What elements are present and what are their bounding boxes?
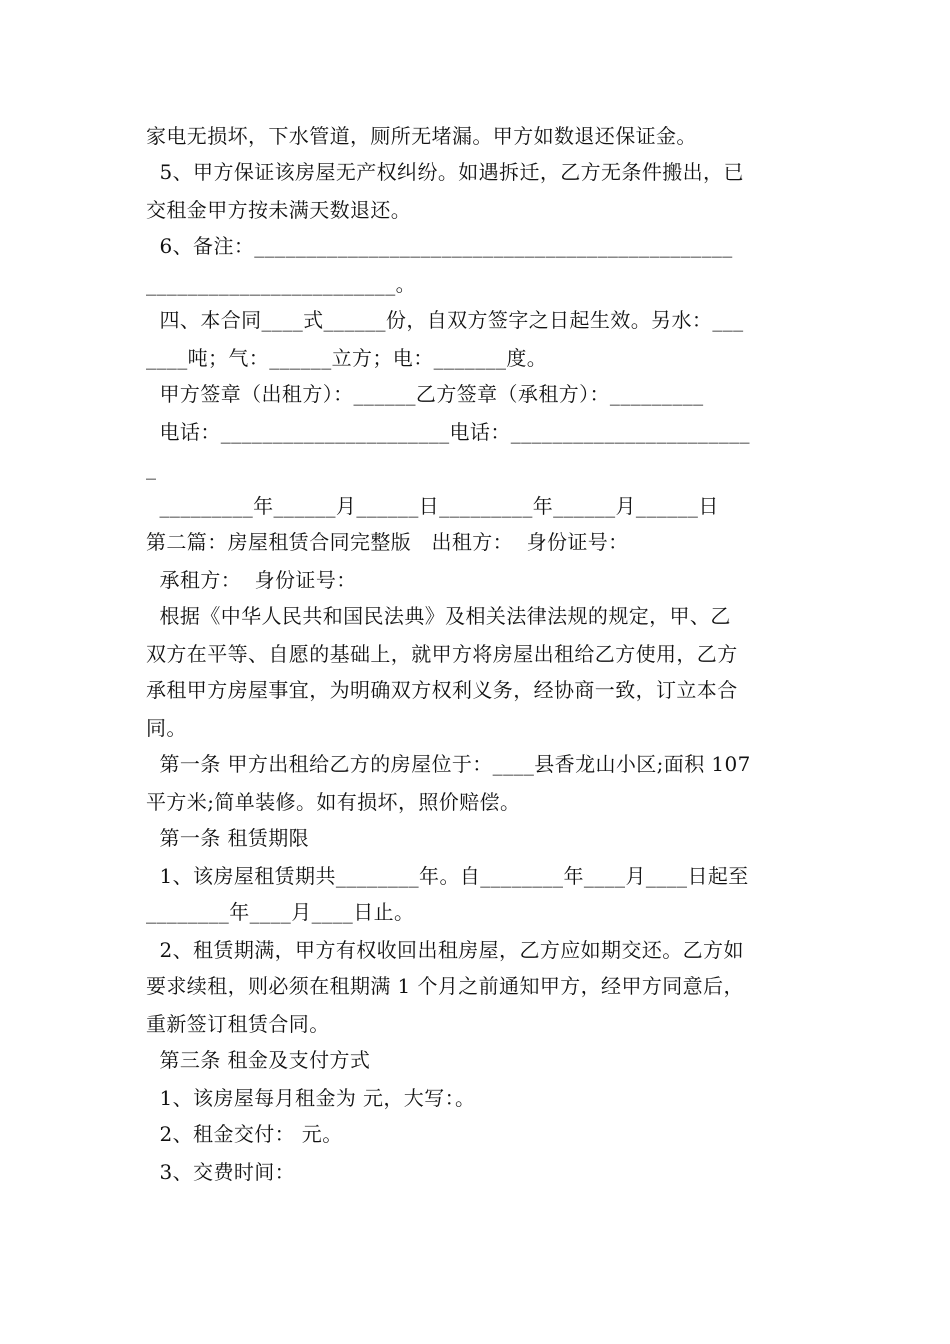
text-line: 6、备注：______________________________________________ [146,234,733,258]
text-line: 承租方： 身份证号： [146,568,357,592]
text-line: ________________________。 [146,272,416,296]
text-line: 第一条 甲方出租给乙方的房屋位于：____县香龙山小区;面积 107 [146,752,751,776]
text-line: 第一条 租赁期限 [146,826,310,850]
text-line: 2、租金交付： 元。 [146,1122,343,1146]
text-line: 平方米;简单装修。如有损坏，照价赔偿。 [146,790,521,814]
text-line: 要求续租，则必须在租期满 1 个月之前通知甲方，经甲方同意后， [146,974,744,998]
text-line: 第二篇：房屋租赁合同完整版 出租方： 身份证号： [146,530,629,554]
text-line: 同。 [146,716,187,740]
text-line: 3、交费时间： [146,1160,296,1184]
text-line: 重新签订租赁合同。 [146,1012,330,1036]
text-line: 家电无损坏，下水管道，厕所无堵漏。甲方如数退还保证金。 [146,124,697,148]
text-line: 电话：______________________电话：_______________________ [146,420,750,444]
text-line: _________年______月______日_________年______月______日 [146,494,719,518]
text-line: 根据《中华人民共和国民法典》及相关法律法规的规定，甲、乙 [146,604,731,628]
text-line: _ [146,456,157,480]
text-line: 1、该房屋租赁期共________年。自________年____月____日起至 [146,864,749,888]
text-line: 2、租赁期满，甲方有权收回出租房屋，乙方应如期交还。乙方如 [146,938,744,962]
text-line: ____吨；气：______立方；电：_______度。 [146,346,548,370]
text-line: 5、甲方保证该房屋无产权纠纷。如遇拆迁，乙方无条件搬出，已 [146,160,744,184]
text-line: 交租金甲方按未满天数退还。 [146,198,412,222]
text-line: 四、本合同____式______份，自双方签字之日起生效。另水：___ [146,308,744,332]
text-line: 承租甲方房屋事宜，为明确双方权利义务，经协商一致，订立本合 [146,678,738,702]
text-line: 甲方签章（出租方）：______乙方签章（承租方）：_________ [146,382,704,406]
text-line: 双方在平等、自愿的基础上，就甲方将房屋出租给乙方使用，乙方 [146,642,738,666]
text-line: ________年____月____日止。 [146,900,415,924]
text-line: 1、该房屋每月租金为 元，大写：。 [146,1086,476,1110]
text-line: 第三条 租金及支付方式 [146,1048,371,1072]
